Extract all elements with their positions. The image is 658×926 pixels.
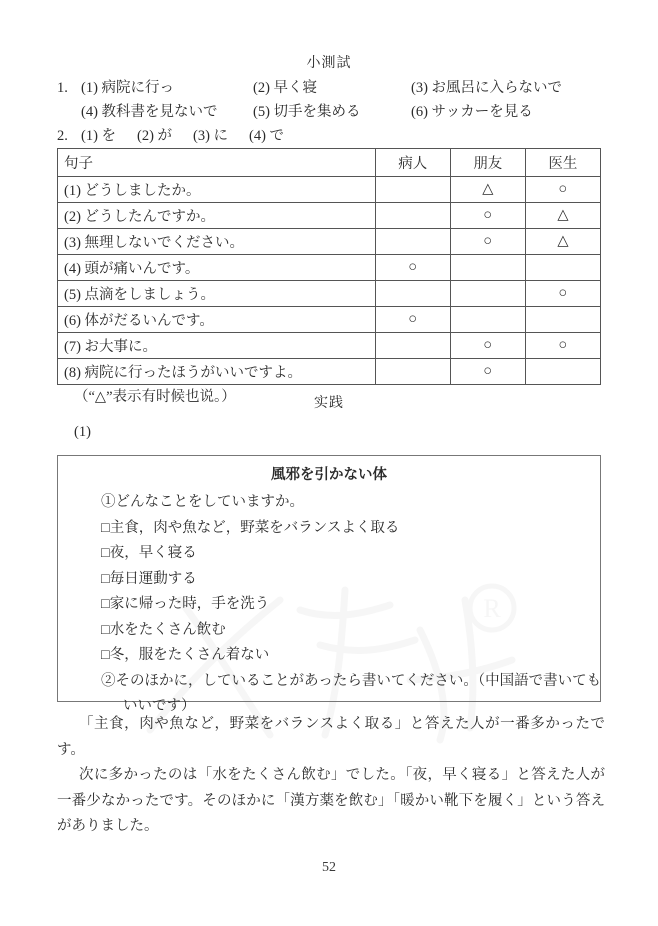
table-row: [58, 203, 601, 229]
exercise-number: 2.: [57, 128, 68, 144]
cell-mark-patient: [375, 229, 450, 255]
exercise-item: (4) 教科書を見ないで: [81, 104, 218, 120]
exercise-indent: [57, 100, 81, 124]
exercise-item: (6) サッカーを見る: [411, 104, 533, 120]
table-row: [58, 255, 601, 281]
questionnaire-line: いいです）: [123, 698, 196, 714]
table-row: [58, 333, 601, 359]
cell-mark-doctor: [525, 307, 600, 333]
exercise-item: (2) が: [137, 128, 173, 144]
cell-sentence: (1) どうしましたか。: [58, 177, 376, 203]
summary-paragraph: 「主食，肉や魚など，野菜をバランスよく取る」と答えた人が一番多かったです。: [57, 716, 605, 758]
questionnaire-line: □主食，肉や魚など，野菜をバランスよく取る: [101, 519, 400, 536]
column-header-patient: 病人: [375, 149, 450, 177]
exercise-item: (3) に: [193, 128, 229, 144]
exercise-row: [57, 100, 562, 124]
cell-mark-friend: [450, 307, 525, 333]
exercise-item: (2) 早く寝: [253, 80, 318, 96]
cell-mark-doctor: [525, 359, 600, 385]
table-row: [58, 229, 601, 255]
cell-mark-patient: ○: [375, 307, 450, 333]
table-note: （“△”表示有时候也说。）: [74, 389, 236, 405]
cell-mark-doctor: ○: [525, 333, 600, 359]
table-row: [58, 177, 601, 203]
page-number: 52: [322, 860, 336, 875]
questionnaire-line: □毎日運動する: [101, 570, 197, 587]
table-row: [58, 307, 601, 333]
section-title-practice: 实践: [314, 396, 344, 411]
questionnaire-line: □冬，服をたくさん着ない: [101, 647, 270, 663]
exercise-item: (4) で: [249, 128, 285, 144]
cell-mark-patient: [375, 333, 450, 359]
table-header-row: [58, 149, 601, 177]
questionnaire-line: □夜，早く寝る: [101, 545, 197, 561]
questionnaire-line: ②そのほかに，していることがあったら書いてください。（中国語で書いても: [101, 672, 602, 689]
cell-mark-friend: ○: [450, 333, 525, 359]
questionnaire-line: ①どんなことをしていますか。: [101, 494, 304, 510]
svg-text:R: R: [483, 594, 501, 623]
table-row: [58, 281, 601, 307]
cell-mark-patient: [375, 281, 450, 307]
sentence-role-table: [57, 148, 601, 385]
questionnaire-title: 風邪を引かない体: [271, 467, 387, 483]
cell-sentence: (3) 無理しないでください。: [58, 229, 376, 255]
cell-sentence: (6) 体がだるいんです。: [58, 307, 376, 333]
cell-mark-doctor: ○: [525, 177, 600, 203]
section-title-quiz: 小測試: [306, 56, 352, 71]
cell-mark-doctor: [525, 255, 600, 281]
cell-mark-patient: ○: [375, 255, 450, 281]
cell-mark-patient: [375, 359, 450, 385]
cell-sentence: (7) お大事に。: [58, 333, 376, 359]
questionnaire-line: □家に帰った時，手を洗う: [101, 596, 270, 612]
cell-mark-friend: ○: [450, 229, 525, 255]
summary-paragraphs: [57, 712, 605, 840]
column-header-friend: 朋友: [450, 149, 525, 177]
exercise-item: (1) 病院に行っ: [81, 80, 175, 96]
exercise-item: (3) お風呂に入らないで: [411, 80, 563, 96]
cell-mark-friend: ○: [450, 359, 525, 385]
exercise-row: [57, 76, 562, 100]
cell-mark-friend: △: [450, 177, 525, 203]
exercise-row: [57, 124, 562, 148]
cell-mark-doctor: △: [525, 229, 600, 255]
cell-mark-patient: [375, 203, 450, 229]
exercise-item: (5) 切手を集める: [253, 104, 361, 120]
cell-mark-friend: [450, 255, 525, 281]
summary-paragraph: 次に多かったのは「水をたくさん飲む」でした。「夜，早く寝る」と答えた人が一番少なかったです。そのほかに「漢方薬を飲む」「暖かい靴下を履く」という答えがありました。: [57, 767, 605, 834]
questionnaire-box: [57, 455, 602, 714]
cell-sentence: (8) 病院に行ったほうがいいですよ。: [58, 359, 376, 385]
exercise-item: (1) を: [81, 128, 117, 144]
cell-sentence: (2) どうしたんですか。: [58, 203, 376, 229]
questionnaire-lines: [58, 490, 600, 720]
cell-mark-friend: ○: [450, 203, 525, 229]
exercise-number: 1.: [57, 80, 68, 96]
cell-sentence: (5) 点滴をしましょう。: [58, 281, 376, 307]
cell-mark-doctor: △: [525, 203, 600, 229]
cell-mark-doctor: ○: [525, 281, 600, 307]
exercise-list: [57, 76, 562, 148]
subsection-label: (1): [74, 424, 91, 440]
column-header-sentence: 句子: [58, 149, 376, 177]
column-header-doctor: 医生: [525, 149, 600, 177]
questionnaire-line: □水をたくさん飲む: [101, 621, 226, 638]
cell-mark-patient: [375, 177, 450, 203]
table-row: [58, 359, 601, 385]
cell-mark-friend: [450, 281, 525, 307]
cell-sentence: (4) 頭が痛いんです。: [58, 255, 376, 281]
